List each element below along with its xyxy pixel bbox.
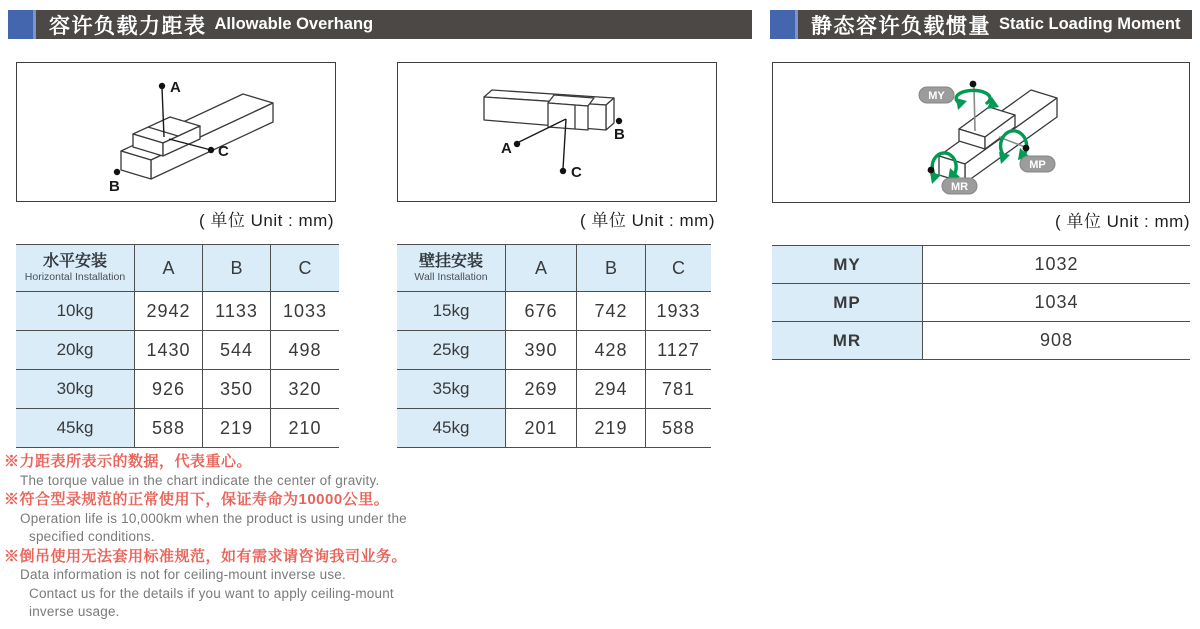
horizontal-installation-table	[16, 244, 339, 448]
note-en: Data information is not for ceiling-mount inverse use.	[20, 567, 346, 582]
value-cell: 926	[135, 370, 203, 409]
mp-badge: MP	[1029, 159, 1046, 171]
value-cell: 1430	[135, 331, 203, 370]
point-label-c: C	[571, 164, 582, 181]
value-cell: 1933	[646, 292, 712, 331]
load-cell: 25kg	[397, 331, 506, 370]
note-en: Operation life is 10,000km when the product is using under the	[20, 510, 407, 526]
section-title-zh: 静态容许负载惯量	[811, 14, 991, 38]
section-title-zh: 容许负载力距表	[49, 14, 207, 38]
header-accent-square	[770, 10, 798, 39]
point-label-a: A	[170, 79, 181, 96]
static-moment-table	[772, 245, 1190, 360]
point-label-b: B	[614, 126, 625, 143]
value-cell: 428	[577, 331, 646, 370]
point-label-b: B	[109, 178, 120, 195]
column-header-b: B	[577, 245, 646, 292]
note-zh: ※倒吊使用无法套用标准规范，如有需求请咨询我司业务。	[4, 547, 408, 565]
static-moment-drawing	[773, 63, 1189, 202]
table-corner-header	[16, 245, 135, 292]
moment-label-cell: MP	[772, 284, 923, 322]
moment-value-cell: 908	[923, 322, 1191, 360]
value-cell: 588	[646, 409, 712, 448]
column-header-b: B	[203, 245, 271, 292]
moment-value-cell: 1032	[923, 246, 1191, 284]
note-zh: ※符合型录规范的正常使用下，保证寿命为10000公里。	[4, 491, 390, 508]
load-cell: 10kg	[16, 292, 135, 331]
value-cell: 588	[135, 409, 203, 448]
moment-value-cell: 1034	[923, 284, 1191, 322]
table-row	[16, 292, 339, 331]
note-en: specified conditions.	[29, 529, 155, 544]
load-cell: 45kg	[16, 409, 135, 448]
horizontal-installation-diagram	[16, 62, 336, 202]
table-row	[16, 409, 339, 448]
moment-label-cell: MR	[772, 322, 923, 360]
value-cell: 1127	[646, 331, 712, 370]
value-cell: 210	[271, 409, 340, 448]
point-label-a: A	[501, 140, 512, 157]
note-zh: ※力距表所表示的数据，代表重心。	[4, 453, 253, 470]
value-cell: 676	[506, 292, 577, 331]
table-row	[772, 322, 1190, 360]
section-title-en: Allowable Overhang	[214, 15, 374, 33]
table-row	[16, 370, 339, 409]
table-row	[397, 292, 711, 331]
column-header-c: C	[646, 245, 712, 292]
table-row	[772, 284, 1190, 322]
column-header-a: A	[506, 245, 577, 292]
value-cell: 390	[506, 331, 577, 370]
table-row	[397, 331, 711, 370]
mr-badge: MR	[950, 181, 969, 193]
unit-label: ( 单位 Unit : mm)	[1055, 212, 1190, 231]
header-accent-square	[8, 10, 36, 39]
value-cell: 544	[203, 331, 271, 370]
value-cell: 2942	[135, 292, 203, 331]
load-cell: 20kg	[16, 331, 135, 370]
load-cell: 30kg	[16, 370, 135, 409]
load-cell: 15kg	[397, 292, 506, 331]
allowable-overhang-header	[8, 10, 752, 39]
value-cell: 269	[506, 370, 577, 409]
table-header-en: Horizontal Installation	[24, 271, 126, 283]
wall-installation-drawing	[398, 63, 716, 201]
static-loading-moment-header	[770, 10, 1192, 39]
note-en: The torque value in the chart indicate the center of gravity.	[20, 472, 380, 488]
horizontal-installation-drawing	[17, 63, 335, 201]
moment-label-cell: MY	[772, 246, 923, 284]
value-cell: 1133	[203, 292, 271, 331]
value-cell: 201	[506, 409, 577, 448]
wall-installation-table	[397, 244, 711, 448]
value-cell: 294	[577, 370, 646, 409]
notes-block	[4, 452, 484, 622]
value-cell: 781	[646, 370, 712, 409]
value-cell: 742	[577, 292, 646, 331]
table-row	[397, 370, 711, 409]
load-cell: 35kg	[397, 370, 506, 409]
column-header-a: A	[135, 245, 203, 292]
point-label-c: C	[218, 143, 229, 160]
table-row	[397, 409, 711, 448]
note-en: inverse usage.	[29, 604, 120, 619]
my-badge: MY	[928, 90, 945, 102]
value-cell: 219	[203, 409, 271, 448]
table-header-zh: 壁挂安装	[418, 253, 483, 270]
value-cell: 219	[577, 409, 646, 448]
section-title-en: Static Loading Moment	[999, 15, 1181, 33]
table-header-en: Wall Installation	[414, 271, 488, 283]
table-corner-header	[397, 245, 506, 292]
table-row	[772, 246, 1190, 284]
unit-label: ( 单位 Unit : mm)	[580, 211, 715, 230]
table-row	[16, 331, 339, 370]
value-cell: 498	[271, 331, 340, 370]
static-moment-diagram	[772, 62, 1190, 203]
value-cell: 1033	[271, 292, 340, 331]
table-header-zh: 水平安装	[42, 253, 107, 270]
unit-label: ( 单位 Unit : mm)	[199, 211, 334, 230]
column-header-c: C	[271, 245, 340, 292]
note-en: Contact us for the details if you want to apply ceiling-mount	[29, 585, 394, 601]
value-cell: 320	[271, 370, 340, 409]
value-cell: 350	[203, 370, 271, 409]
load-cell: 45kg	[397, 409, 506, 448]
wall-installation-diagram	[397, 62, 717, 202]
